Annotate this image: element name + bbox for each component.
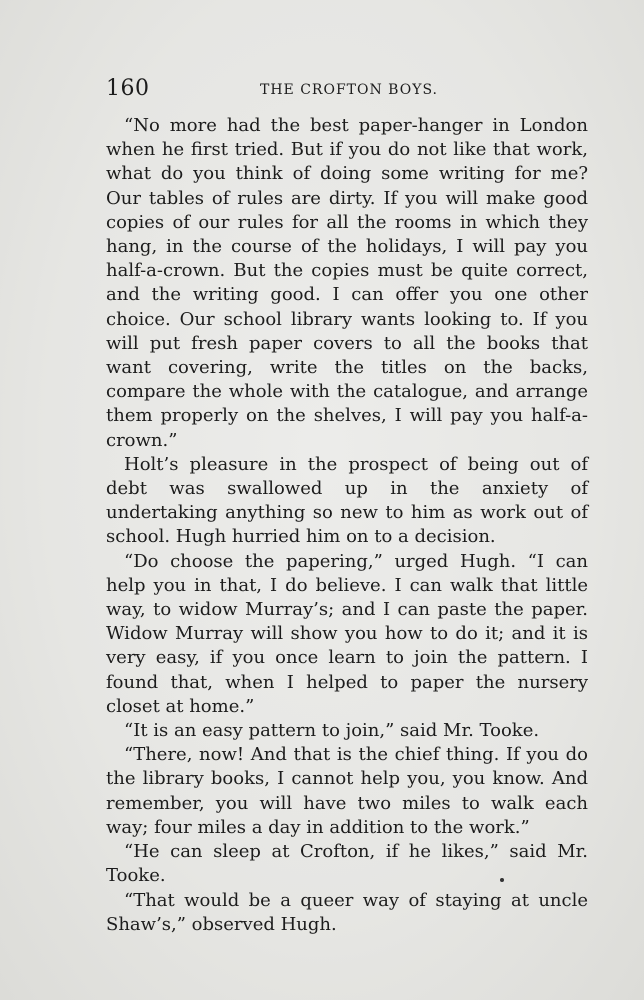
paragraph: “There, now! And that is the chief thing. If you do the library books, I cannot help you, you know. And remember, you will have two miles to walk each way; four miles a day in addition to the work.” (106, 744, 588, 838)
paragraph: “No more had the best paper-hanger in London when he first tried. But if you do not like that work, what do you think of doing some writing for me? Our tables of rules are dirty. If you will make good copies of our rules for all the rooms in which they hang, in the course of the holidays, I will pay you half-a-crown. But the copies must be quite correct, and the writing good. I can offer you one other choice. Our school library wants looking to. If you will put fresh paper covers to all the books that want covering, write the titles on the backs, compare the whole with the catalogue, and arrange them properly on the shelves, I will pay you half-a-crown.” (106, 115, 588, 451)
paragraph: “Do choose the papering,” urged Hugh. “I can help you in that, I do believe. I can walk that little way, to widow Murray’s; and I can paste the paper. Widow Murray will show you how to do it; and it is very easy, if you once learn to join the pattern. I found that, when I helped to paper the nursery closet at home.” (106, 550, 588, 717)
paragraph: “It is an easy pattern to join,” said Mr. Tooke. (124, 720, 540, 742)
running-title: THE CROFTON BOYS. (260, 82, 438, 98)
paragraph: Holt’s pleasure in the prospect of being out of debt was swallowed up in the anxiety of undertaking anything so new to him as work out of school. Hugh hurried him on to a decision. (106, 453, 588, 548)
paragraph: “He can sleep at Crofton, if he likes,” said Mr. Tooke. (106, 841, 588, 887)
page-number: 160 (106, 76, 150, 101)
page-header (106, 76, 588, 104)
body-text (106, 114, 588, 937)
paragraph: “That would be a queer way of staying at uncle Shaw’s,” observed Hugh. (106, 889, 588, 935)
ink-speck (500, 878, 504, 882)
